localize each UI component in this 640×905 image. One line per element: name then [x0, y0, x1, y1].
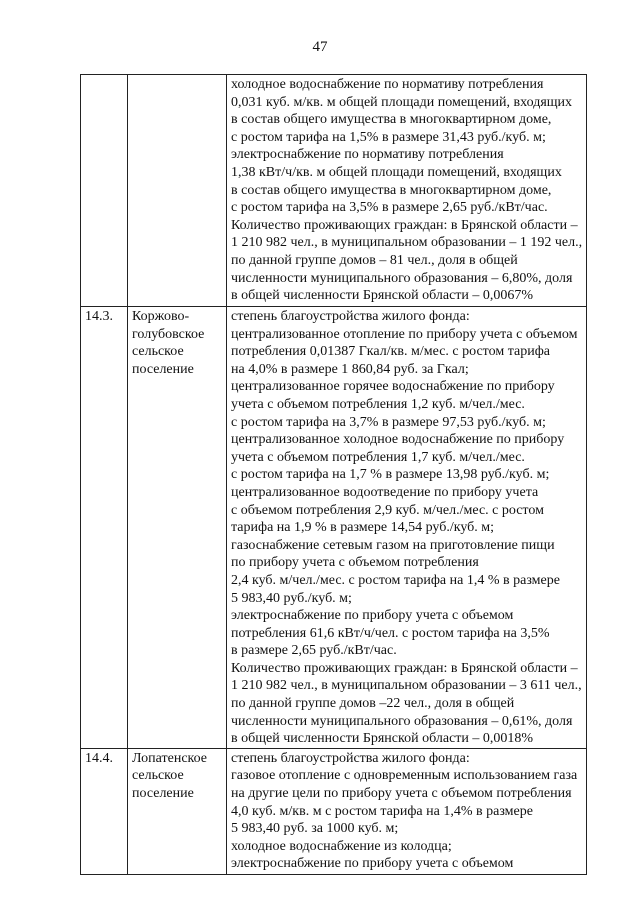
description-line: по прибору учета с объемом потребления [231, 555, 479, 571]
description-cell [227, 307, 587, 749]
description-line: численности муниципального образования – 0,61%, доля [231, 713, 573, 729]
description-line: степень благоустройства жилого фонда: [231, 309, 470, 324]
tariff-table [80, 74, 587, 875]
description-line: учета с объемом потребления 1,7 куб. м/чел./мес. [231, 449, 525, 465]
description-line: с ростом тарифа на 1,5% в размере 31,43 руб./куб. м; [231, 129, 546, 145]
description-line: в состав общего имущества в многоквартирном доме, [231, 112, 552, 128]
description-line: на 4,0% в размере 1 860,84 руб. за Гкал; [231, 361, 469, 377]
settlement-name-line: Лопатенское [132, 750, 208, 766]
description-line: централизованное горячее водоснабжение по прибору [231, 379, 555, 395]
settlement-name-cell [128, 75, 227, 307]
description-line: по данной группе домов –22 чел., доля в общей [231, 696, 515, 712]
settlement-name-line: голубовское [132, 326, 205, 342]
description-line: 5 983,40 руб. за 1000 куб. м; [231, 821, 399, 837]
description-cell [227, 75, 587, 307]
description-line: по данной группе домов – 81 чел., доля в общей [231, 252, 518, 268]
description-line: с объемом потребления 2,9 куб. м/чел./мес. с ростом [231, 502, 544, 518]
description-line: Количество проживающих граждан: в Брянской области – [231, 217, 578, 233]
description-line: 1,38 кВт/ч/кв. м общей площади помещений, входящих [231, 164, 562, 180]
settlement-name-line: поселение [132, 361, 194, 377]
description-line: 4,0 куб. м/кв. м с ростом тарифа на 1,4% в размере [231, 803, 533, 819]
description-line: в размере 2,65 руб./кВт/час. [231, 643, 397, 659]
description-line: газовое отопление с одновременным использованием газа [231, 768, 578, 784]
description-line: с ростом тарифа на 3,7% в размере 97,53 руб./куб. м; [231, 414, 546, 430]
row-number-cell: 14.3. [81, 307, 128, 749]
description-line: потребления 61,6 кВт/ч/чел. с ростом тарифа на 3,5% [231, 625, 550, 641]
description-line: в общей численности Брянской области – 0,0018% [231, 731, 534, 747]
settlement-name-line: сельское [132, 768, 184, 784]
settlement-name-line: Коржово- [132, 309, 190, 324]
description-line: 5 983,40 руб./куб. м; [231, 590, 352, 606]
description-line: в состав общего имущества в многоквартирном доме, [231, 182, 552, 198]
description-line: централизованное холодное водоснабжение по прибору [231, 432, 565, 448]
row-number-cell [81, 75, 128, 307]
description-line: газоснабжение сетевым газом на приготовление пищи [231, 537, 555, 553]
table-row [81, 748, 587, 874]
table-row [81, 75, 587, 307]
page-number: 47 [312, 39, 328, 55]
settlement-name-line: сельское [132, 344, 184, 360]
description-line: холодное водоснабжение по нормативу потребления [231, 77, 544, 92]
description-line: потребления 0,01387 Гкал/кв. м/мес. с ростом тарифа [231, 344, 550, 360]
description-line: электроснабжение по нормативу потребления [231, 147, 504, 163]
description-line: численности муниципального образования – 6,80%, доля [231, 270, 573, 286]
description-line: 2,4 куб. м/чел./мес. с ростом тарифа на 1,4 % в размере [231, 572, 560, 588]
description-line: в общей численности Брянской области – 0,0067% [231, 288, 534, 304]
row-number-cell: 14.4. [81, 748, 128, 874]
description-line: холодное водоснабжение из колодца; [231, 838, 452, 854]
description-line: 0,031 куб. м/кв. м общей площади помещений, входящих [231, 94, 573, 110]
description-line: учета с объемом потребления 1,2 куб. м/чел./мес. [231, 396, 525, 412]
settlement-name-cell [128, 748, 227, 874]
description-line: с ростом тарифа на 3,5% в размере 2,65 руб./кВт/час. [231, 200, 548, 216]
description-line: электроснабжение по прибору учета с объемом [231, 608, 514, 624]
description-line: электроснабжение по прибору учета с объемом [231, 856, 514, 872]
description-cell [227, 748, 587, 874]
description-line: степень благоустройства жилого фонда: [231, 750, 470, 766]
table-row [81, 307, 587, 749]
settlement-name-cell [128, 307, 227, 749]
description-line: 1 210 982 чел., в муниципальном образовании – 3 611 чел., [231, 678, 582, 694]
settlement-name-line: поселение [132, 786, 194, 802]
description-line: с ростом тарифа на 1,7 % в размере 13,98 руб./куб. м; [231, 467, 550, 483]
description-line: централизованное отопление по прибору учета с объемом [231, 326, 578, 342]
description-line: на другие цели по прибору учета с объемом потребления [231, 786, 572, 802]
description-line: тарифа на 1,9 % в размере 14,54 руб./куб. м; [231, 520, 495, 536]
description-line: Количество проживающих граждан: в Брянской области – [231, 660, 578, 676]
description-line: централизованное водоотведение по прибору учета [231, 484, 539, 500]
description-line: 1 210 982 чел., в муниципальном образовании – 1 192 чел., [231, 235, 583, 251]
